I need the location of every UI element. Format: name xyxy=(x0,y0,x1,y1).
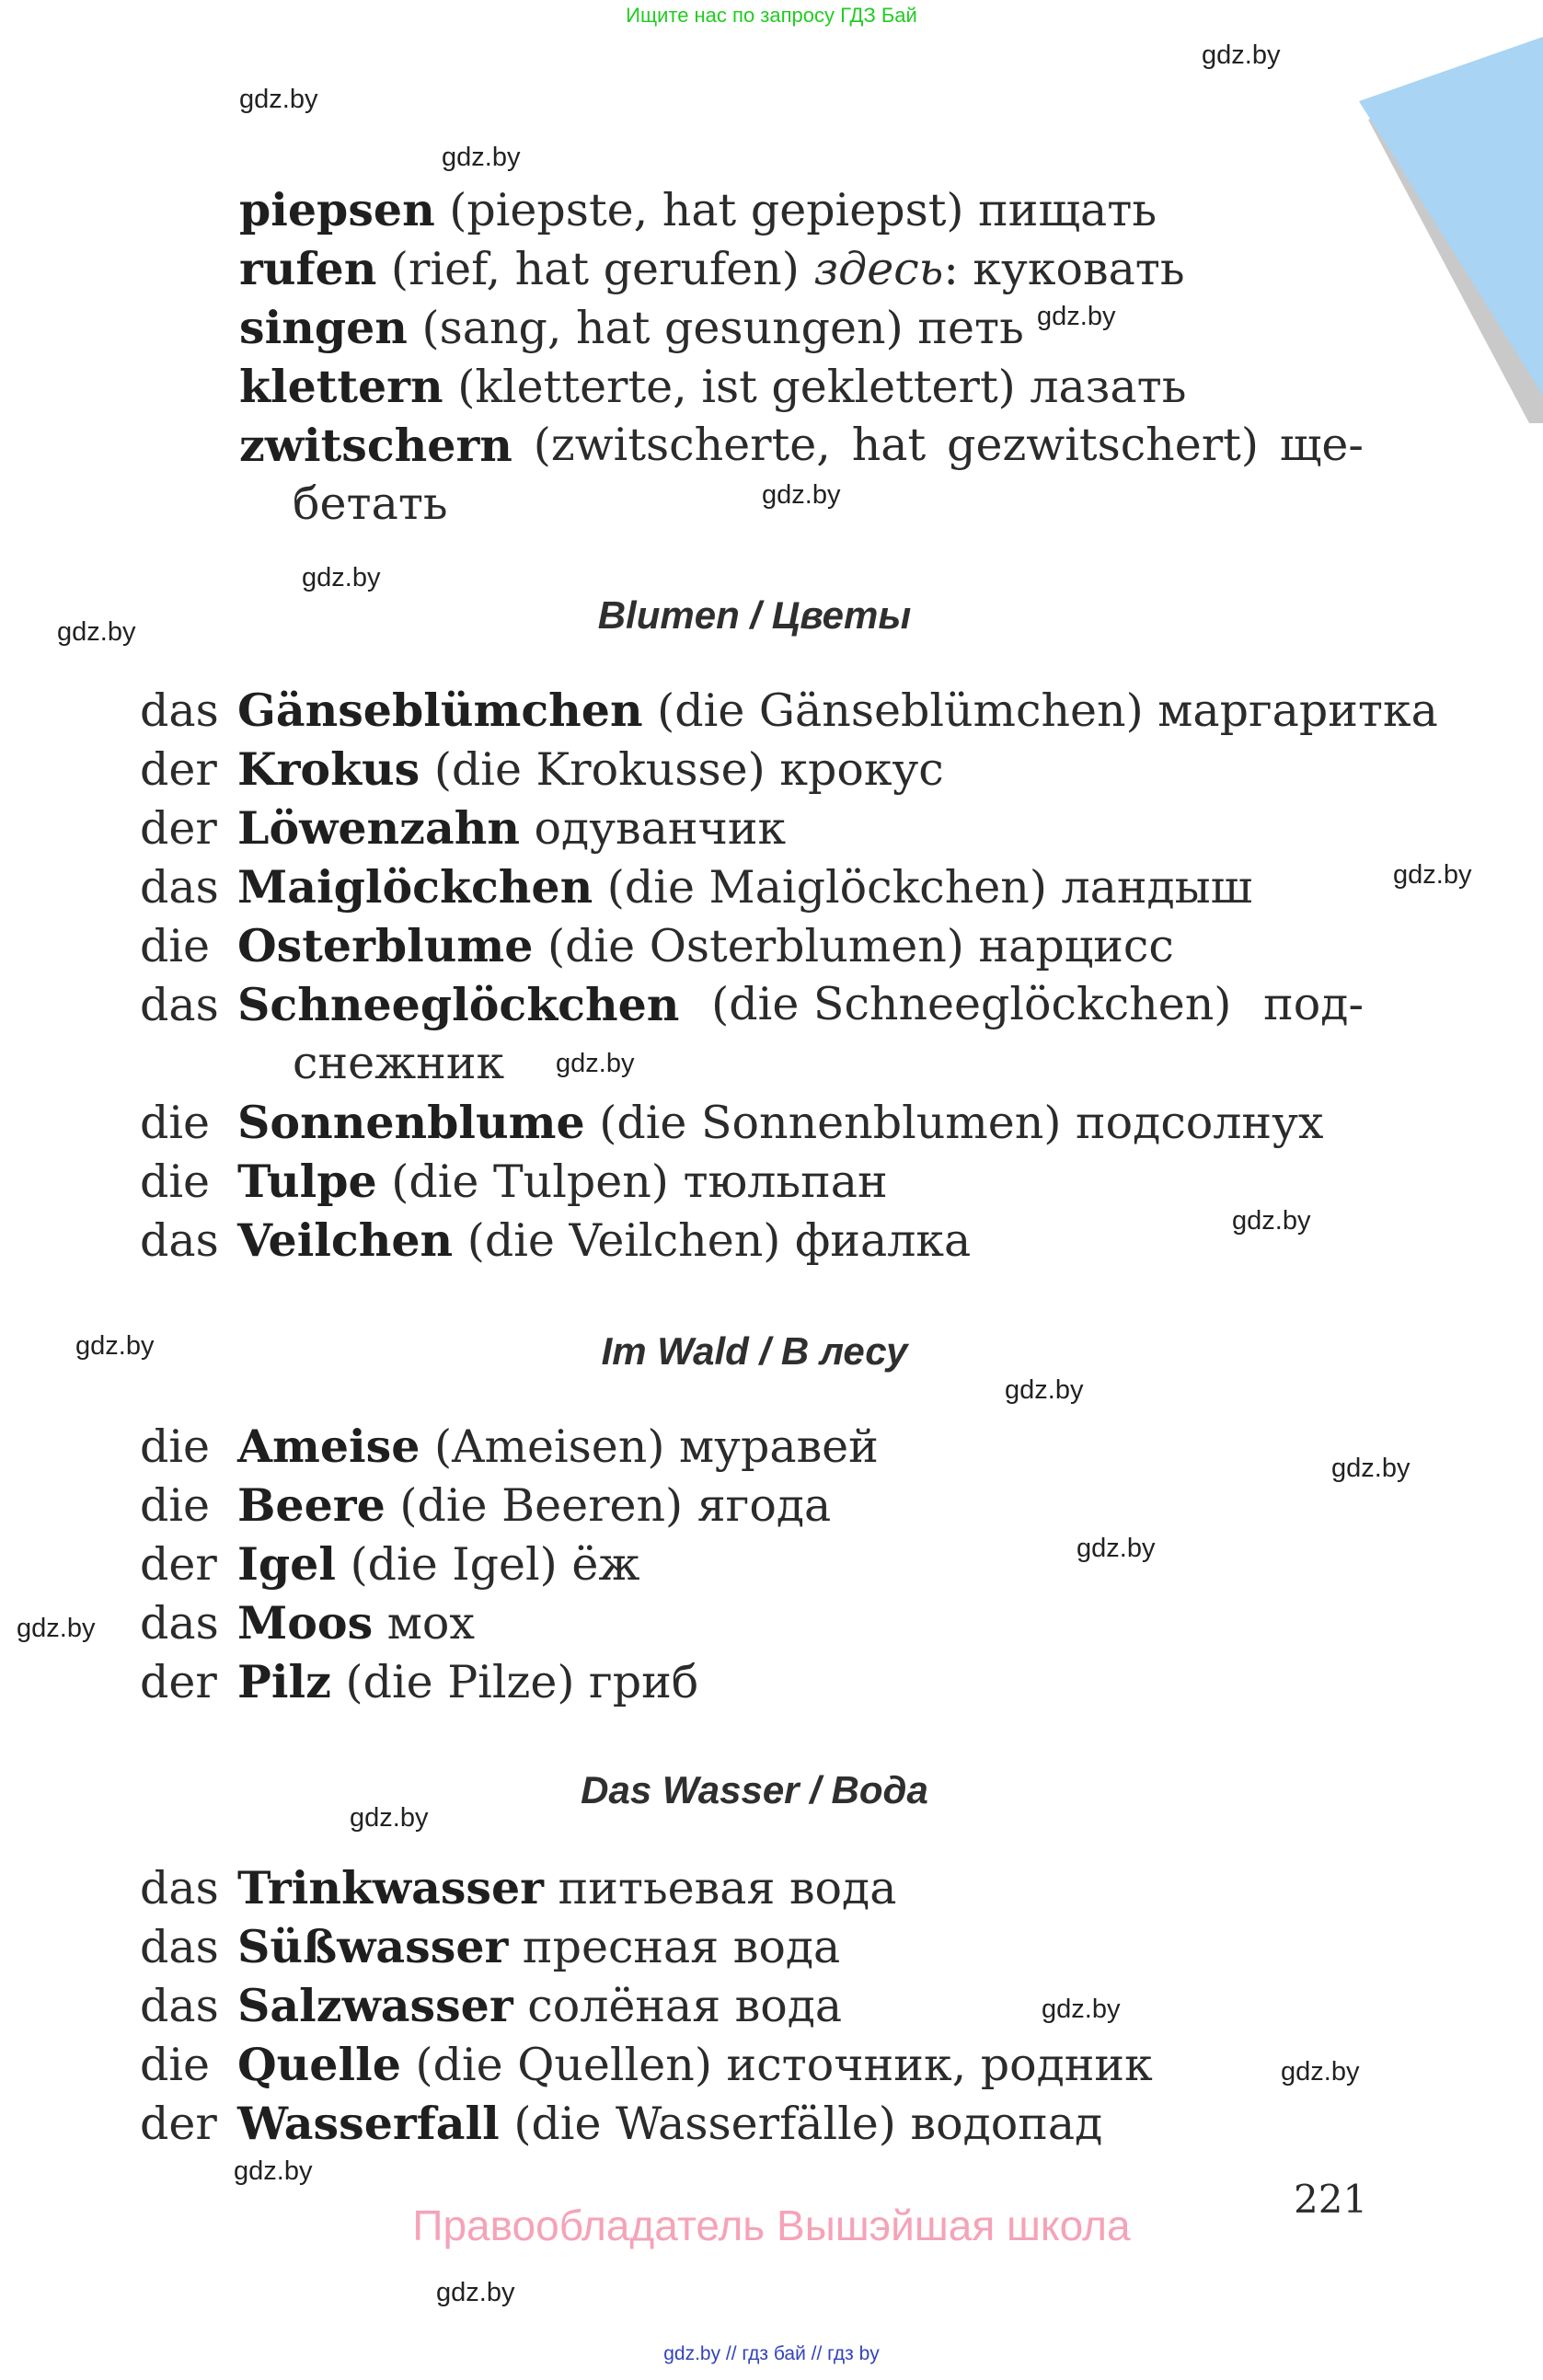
entry-plural: (die Maiglöckchen) xyxy=(606,861,1047,914)
entry-plural: (die Gänseblümchen) xyxy=(657,684,1144,737)
entry-forms: hat xyxy=(851,419,927,471)
entry-article: die xyxy=(140,1097,211,1149)
vocab-entry xyxy=(140,681,1438,741)
top-notice: Ищите нас по запросу ГДЗ Бай xyxy=(626,4,917,27)
entry-word: Trinkwasser xyxy=(237,1861,544,1914)
watermark: gdz.by xyxy=(1037,302,1116,331)
entry-article: die xyxy=(140,1479,211,1532)
entry-word: Beere xyxy=(237,1478,386,1532)
entry-article: das xyxy=(140,979,219,1031)
entry-article: der xyxy=(140,1538,217,1591)
entry-plural: (die Schneeglöckchen) xyxy=(711,978,1232,1030)
watermark: gdz.by xyxy=(17,1614,96,1643)
entry-translation: пищать xyxy=(978,184,1157,236)
entry-translation: снежник xyxy=(293,1037,505,1089)
vocab-entry xyxy=(140,740,944,799)
entry-plural: (die Beeren) xyxy=(399,1479,684,1532)
entry-word: Maiglöckchen xyxy=(237,860,593,914)
entry-forms: (zwitscherte, xyxy=(533,419,831,471)
entry-forms: (kletterte, ist geklettert) xyxy=(457,361,1016,413)
watermark: gdz.by xyxy=(556,1049,635,1078)
entry-word: Krokus xyxy=(237,742,420,796)
entry-article: die xyxy=(140,1420,211,1473)
entry-plural: (die Veilchen) xyxy=(466,1214,781,1267)
entry-word: Ameise xyxy=(237,1420,420,1473)
vocab-entry-continuation xyxy=(293,1034,504,1093)
entry-article: der xyxy=(140,1656,217,1708)
entry-translation: бетать xyxy=(293,477,448,530)
entry-word: Süßwasser xyxy=(237,1920,509,1973)
section-heading: Blumen / Цветы xyxy=(597,593,912,637)
verb-entry xyxy=(239,298,1024,358)
entry-translation: водопад xyxy=(910,2098,1103,2150)
vocab-entry xyxy=(140,1593,475,1653)
entry-article: die xyxy=(140,920,211,972)
watermark: gdz.by xyxy=(1281,2057,1360,2087)
entry-plural: (die Igel) xyxy=(350,1538,558,1591)
entry-word: Gänseblümchen xyxy=(237,684,643,737)
verb-entry xyxy=(239,416,1364,475)
entry-forms: gezwitschert) xyxy=(947,419,1259,471)
vocab-entry xyxy=(140,1152,888,1212)
entry-article: das xyxy=(140,1862,219,1914)
corner-tab-decoration xyxy=(1341,0,1543,423)
entry-translation: под- xyxy=(1263,978,1364,1030)
entry-translation: мох xyxy=(386,1597,476,1650)
watermark: gdz.by xyxy=(75,1331,155,1361)
vocab-entry xyxy=(140,2094,1102,2154)
vocab-entry xyxy=(140,1417,879,1477)
entry-word: klettern xyxy=(239,360,443,413)
vocab-entry xyxy=(140,1976,842,2036)
entry-article: die xyxy=(140,1156,211,1208)
watermark: gdz.by xyxy=(234,2156,313,2186)
entry-translation: источник, родник xyxy=(726,2039,1153,2091)
entry-note: здесь xyxy=(813,243,944,295)
entry-word: zwitschern xyxy=(239,419,512,472)
entry-plural: (die Pilze) xyxy=(345,1656,575,1708)
vocab-entry xyxy=(140,799,786,858)
entry-forms: (rief, hat gerufen) xyxy=(390,243,800,295)
entry-forms: (piepste, hat gepiepst) xyxy=(449,184,964,236)
entry-plural: (die Quellen) xyxy=(415,2039,712,2091)
watermark: gdz.by xyxy=(302,563,381,592)
entry-translation: подсолнух xyxy=(1076,1097,1324,1149)
entry-word: Veilchen xyxy=(237,1213,454,1267)
entry-article: der xyxy=(140,802,217,855)
watermark: gdz.by xyxy=(1042,1995,1121,2024)
vocab-entry xyxy=(140,1917,840,1977)
entry-plural: (die Wasserfälle) xyxy=(513,2098,896,2150)
watermark: gdz.by xyxy=(1232,1206,1311,1236)
watermark: gdz.by xyxy=(1393,860,1472,890)
entry-word: Quelle xyxy=(237,2038,401,2091)
entry-word: Igel xyxy=(237,1537,336,1591)
entry-word: Schneeglöckchen xyxy=(237,978,680,1031)
entry-translation: одуванчик xyxy=(534,802,787,855)
entry-word: rufen xyxy=(239,242,377,295)
entry-word: Sonnenblume xyxy=(237,1096,585,1149)
entry-plural: (die Osterblumen) xyxy=(547,920,964,972)
entry-translation: муравей xyxy=(679,1420,879,1473)
watermark: gdz.by xyxy=(1202,40,1281,70)
section-heading: Das Wasser / Вода xyxy=(581,1768,928,1811)
vocab-entry xyxy=(140,1476,831,1535)
entry-translation: ландыш xyxy=(1061,861,1253,914)
watermark: gdz.by xyxy=(1077,1534,1156,1563)
entry-translation: лазать xyxy=(1030,361,1187,413)
entry-translation: ёж xyxy=(571,1538,640,1591)
entry-translation: маргаритка xyxy=(1157,684,1438,737)
entry-article: das xyxy=(140,1597,219,1650)
vocab-entry xyxy=(140,1211,971,1270)
entry-word: Löwenzahn xyxy=(237,801,520,855)
watermark: gdz.by xyxy=(350,1803,429,1833)
entry-plural: (die Sonnenblumen) xyxy=(599,1097,1062,1149)
entry-translation: тюльпан xyxy=(683,1156,888,1208)
vocab-entry xyxy=(140,975,1364,1035)
verb-entry xyxy=(239,180,1157,240)
verb-entry-continuation xyxy=(293,475,448,534)
entry-article: das xyxy=(140,861,219,914)
watermark: gdz.by xyxy=(1005,1375,1084,1405)
entry-article: das xyxy=(140,1921,219,1973)
entry-forms: (sang, hat gesungen) xyxy=(421,302,904,354)
entry-translation: питьевая вода xyxy=(558,1862,897,1914)
entry-translation: пресная вода xyxy=(522,1921,841,1973)
entry-word: Osterblume xyxy=(237,919,534,972)
watermark: gdz.by xyxy=(239,85,318,114)
page-number: 221 xyxy=(1294,2177,1368,2222)
entry-translation: нарцисс xyxy=(978,920,1174,972)
entry-word: Moos xyxy=(237,1596,374,1650)
entry-translation: крокус xyxy=(779,743,944,796)
entry-word: Pilz xyxy=(237,1655,331,1708)
entry-plural: (die Tulpen) xyxy=(391,1156,669,1208)
copyright-notice: Правообладатель Вышэйшая школа xyxy=(412,2202,1131,2249)
vocab-entry xyxy=(140,857,1252,917)
vocab-entry xyxy=(140,916,1174,976)
vocab-entry xyxy=(140,1652,698,1712)
watermark: gdz.by xyxy=(1331,1454,1411,1483)
entry-article: das xyxy=(140,1214,219,1267)
vocab-entry xyxy=(140,1093,1324,1153)
entry-word: Salzwasser xyxy=(237,1979,513,2032)
watermark: gdz.by xyxy=(762,480,841,510)
vocab-entry xyxy=(140,1858,896,1918)
verb-entry xyxy=(239,239,1185,299)
entry-article: das xyxy=(140,684,219,737)
entry-article: der xyxy=(140,2098,217,2150)
section-heading: Im Wald / В лесу xyxy=(601,1329,908,1373)
entry-plural: (Ameisen) xyxy=(434,1420,665,1473)
watermark: gdz.by xyxy=(442,143,521,172)
entry-article: das xyxy=(140,1980,219,2032)
entry-translation: ще- xyxy=(1279,419,1364,471)
entry-translation: : куковать xyxy=(943,243,1185,295)
entry-word: singen xyxy=(239,301,408,354)
verb-entry xyxy=(239,357,1186,417)
footer-links[interactable]: gdz.by // гдз бай // гдз by xyxy=(663,2343,880,2364)
watermark: gdz.by xyxy=(436,2278,515,2307)
entry-translation: фиалка xyxy=(794,1214,972,1267)
entry-article: der xyxy=(140,743,217,796)
entry-plural: (die Krokusse) xyxy=(433,743,766,796)
entry-translation: петь xyxy=(917,302,1024,354)
entry-translation: солёная вода xyxy=(527,1980,843,2032)
entry-word: Tulpe xyxy=(237,1155,377,1208)
vocab-entry xyxy=(140,2035,1153,2095)
entry-translation: гриб xyxy=(589,1656,699,1708)
entry-word: piepsen xyxy=(239,183,435,236)
vocab-entry xyxy=(140,1535,639,1594)
entry-word: Wasserfall xyxy=(237,2097,500,2150)
entry-translation: ягода xyxy=(697,1479,832,1532)
watermark: gdz.by xyxy=(57,617,136,647)
entry-article: die xyxy=(140,2039,211,2091)
